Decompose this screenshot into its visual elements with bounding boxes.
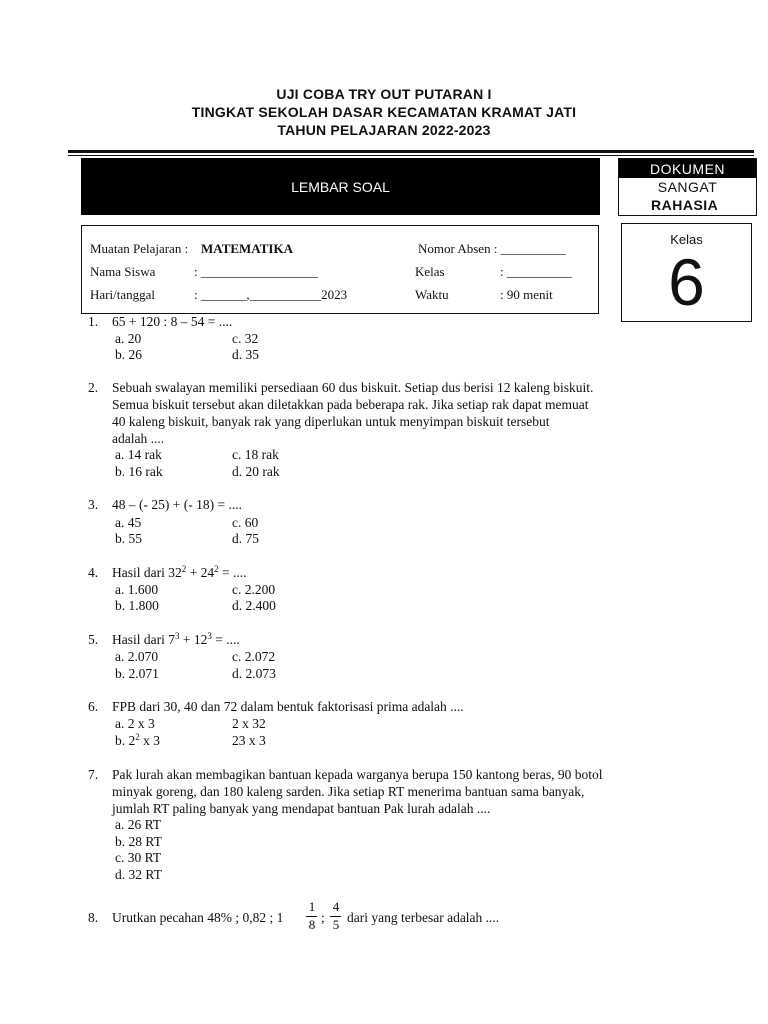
waktu-value: : 90 menit: [500, 287, 553, 302]
question-number: 5.: [88, 632, 99, 647]
nomor-absen-field[interactable]: Nomor Absen : __________: [418, 241, 566, 256]
question-text: Hasil dari $7^3 + 12^3$ = ....: [112, 631, 240, 647]
exam-subtitle-school: TINGKAT SEKOLAH DASAR KECAMATAN KRAMAT JATI: [191, 104, 577, 120]
question-text-start: Urutkan pecahan 48% ; 0,82 ; 1: [112, 910, 284, 925]
kelas-box: [621, 223, 752, 322]
option-b[interactable]: b. $2^2$ x 3: [115, 732, 160, 748]
question-text-line-2: minyak goreng, dan 180 kaleng sarden. Jika setiap RT menerima bantuan sama banyak,: [112, 784, 585, 799]
question-number: 4.: [88, 565, 99, 580]
option-a[interactable]: a. 26 RT: [115, 817, 162, 832]
option-b[interactable]: b. 55: [115, 531, 142, 546]
question-number: 1.: [88, 314, 99, 329]
question-text-line-1: Pak lurah akan membagikan bantuan kepada warganya berupa 150 kantong beras, 90 botol: [112, 767, 603, 782]
option-c[interactable]: c. 2.200: [232, 582, 276, 597]
fraction-1-denominator: 8: [308, 917, 316, 932]
kelas-field-label: Kelas: [415, 264, 445, 279]
option-b[interactable]: b. 1.800: [115, 598, 159, 613]
question-text-line-1: Sebuah swalayan memiliki persediaan 60 dus biskuit. Setiap dus berisi 12 kaleng biskuit.: [112, 380, 594, 395]
option-c[interactable]: 2 x 32: [232, 716, 266, 731]
option-a[interactable]: a. 45: [115, 515, 142, 530]
option-d[interactable]: d. 75: [232, 531, 259, 546]
option-b[interactable]: b. 2.071: [115, 666, 159, 681]
mapel-value: MATEMATIKA: [201, 241, 293, 256]
exam-subtitle-year: TAHUN PELAJARAN 2022-2023: [277, 122, 491, 138]
header-rule-thick: [68, 150, 754, 153]
option-c[interactable]: c. 30 RT: [115, 850, 162, 865]
option-a[interactable]: a. 20: [115, 331, 142, 346]
dokumen-rahasia-box: [618, 158, 757, 216]
option-b[interactable]: b. 28 RT: [115, 834, 162, 849]
option-c[interactable]: c. 2.072: [232, 649, 276, 664]
waktu-label: Waktu: [415, 287, 449, 302]
option-c[interactable]: c. 60: [232, 515, 259, 530]
option-d[interactable]: 23 x 3: [232, 733, 266, 748]
option-d[interactable]: d. 2.073: [232, 666, 276, 681]
lembar-soal-label: LEMBAR SOAL: [291, 178, 390, 195]
student-info-box: [81, 225, 599, 314]
option-c[interactable]: c. 32: [232, 331, 259, 346]
nama-siswa-field[interactable]: : __________________: [194, 264, 318, 279]
exam-title: UJI COBA TRY OUT PUTARAN I: [276, 86, 492, 102]
question-number: 8.: [88, 910, 99, 925]
kelas-number: 6: [668, 245, 705, 319]
kelas-field[interactable]: : __________: [500, 264, 572, 279]
fraction-2-denominator: 5: [332, 917, 340, 932]
question-text-line-3: 40 kaleng biskuit, banyak rak yang diperlukan untuk menyimpan biskuit tersebut: [112, 414, 550, 429]
nama-siswa-label: Nama Siswa: [90, 264, 156, 279]
option-a[interactable]: a. 2 x 3: [115, 716, 155, 731]
option-c[interactable]: c. 18 rak: [232, 447, 279, 462]
option-a[interactable]: a. 14 rak: [115, 447, 162, 462]
sangat-label: SANGAT: [657, 179, 718, 195]
option-a[interactable]: a. 2.070: [115, 649, 159, 664]
option-d[interactable]: d. 2.400: [232, 598, 276, 613]
fraction-separator: ;: [321, 910, 325, 925]
header-rule-thin: [68, 155, 754, 156]
option-b[interactable]: b. 16 rak: [115, 464, 163, 479]
question-text: 65 + 120 : 8 – 54 = ....: [112, 314, 233, 329]
question-text: Hasil dari $32^2 + 24^2$ = ....: [112, 564, 247, 580]
question-number: 2.: [88, 380, 99, 395]
question-number: 6.: [88, 699, 99, 714]
fraction-2-numerator: 4: [332, 899, 340, 914]
question-text: FPB dari 30, 40 dan 72 dalam bentuk faktorisasi prima adalah ....: [112, 699, 464, 714]
option-d[interactable]: d. 35: [232, 347, 259, 362]
option-a[interactable]: a. 1.600: [115, 582, 159, 597]
question-number: 7.: [88, 767, 99, 782]
fraction-1-numerator: 1: [308, 899, 316, 914]
option-d[interactable]: d. 20 rak: [232, 464, 280, 479]
question-text-line-3: jumlah RT paling banyak yang mendapat bantuan Pak lurah adalah ....: [112, 801, 491, 816]
hari-tanggal-field[interactable]: : _______,___________2023: [194, 287, 348, 302]
option-b[interactable]: b. 26: [115, 347, 142, 362]
rahasia-label: RAHASIA: [651, 197, 719, 213]
question-text-line-2: Semua biskuit tersebut akan diletakkan pada beberapa rak. Jika setiap rak dapat memuat: [112, 397, 589, 412]
question-text-end: dari yang terbesar adalah ....: [347, 910, 500, 925]
kelas-label: Kelas: [670, 232, 703, 247]
question-text: 48 – (- 25) + (- 18) = ....: [112, 497, 242, 512]
question-number: 3.: [88, 497, 99, 512]
mapel-label: Muatan Pelajaran :: [90, 241, 189, 256]
dokumen-label: DOKUMEN: [619, 159, 756, 178]
option-d[interactable]: d. 32 RT: [115, 867, 162, 882]
hari-tanggal-label: Hari/tanggal: [90, 287, 155, 302]
question-text-line-4: adalah ....: [112, 431, 165, 446]
lembar-soal-banner: [81, 158, 600, 215]
